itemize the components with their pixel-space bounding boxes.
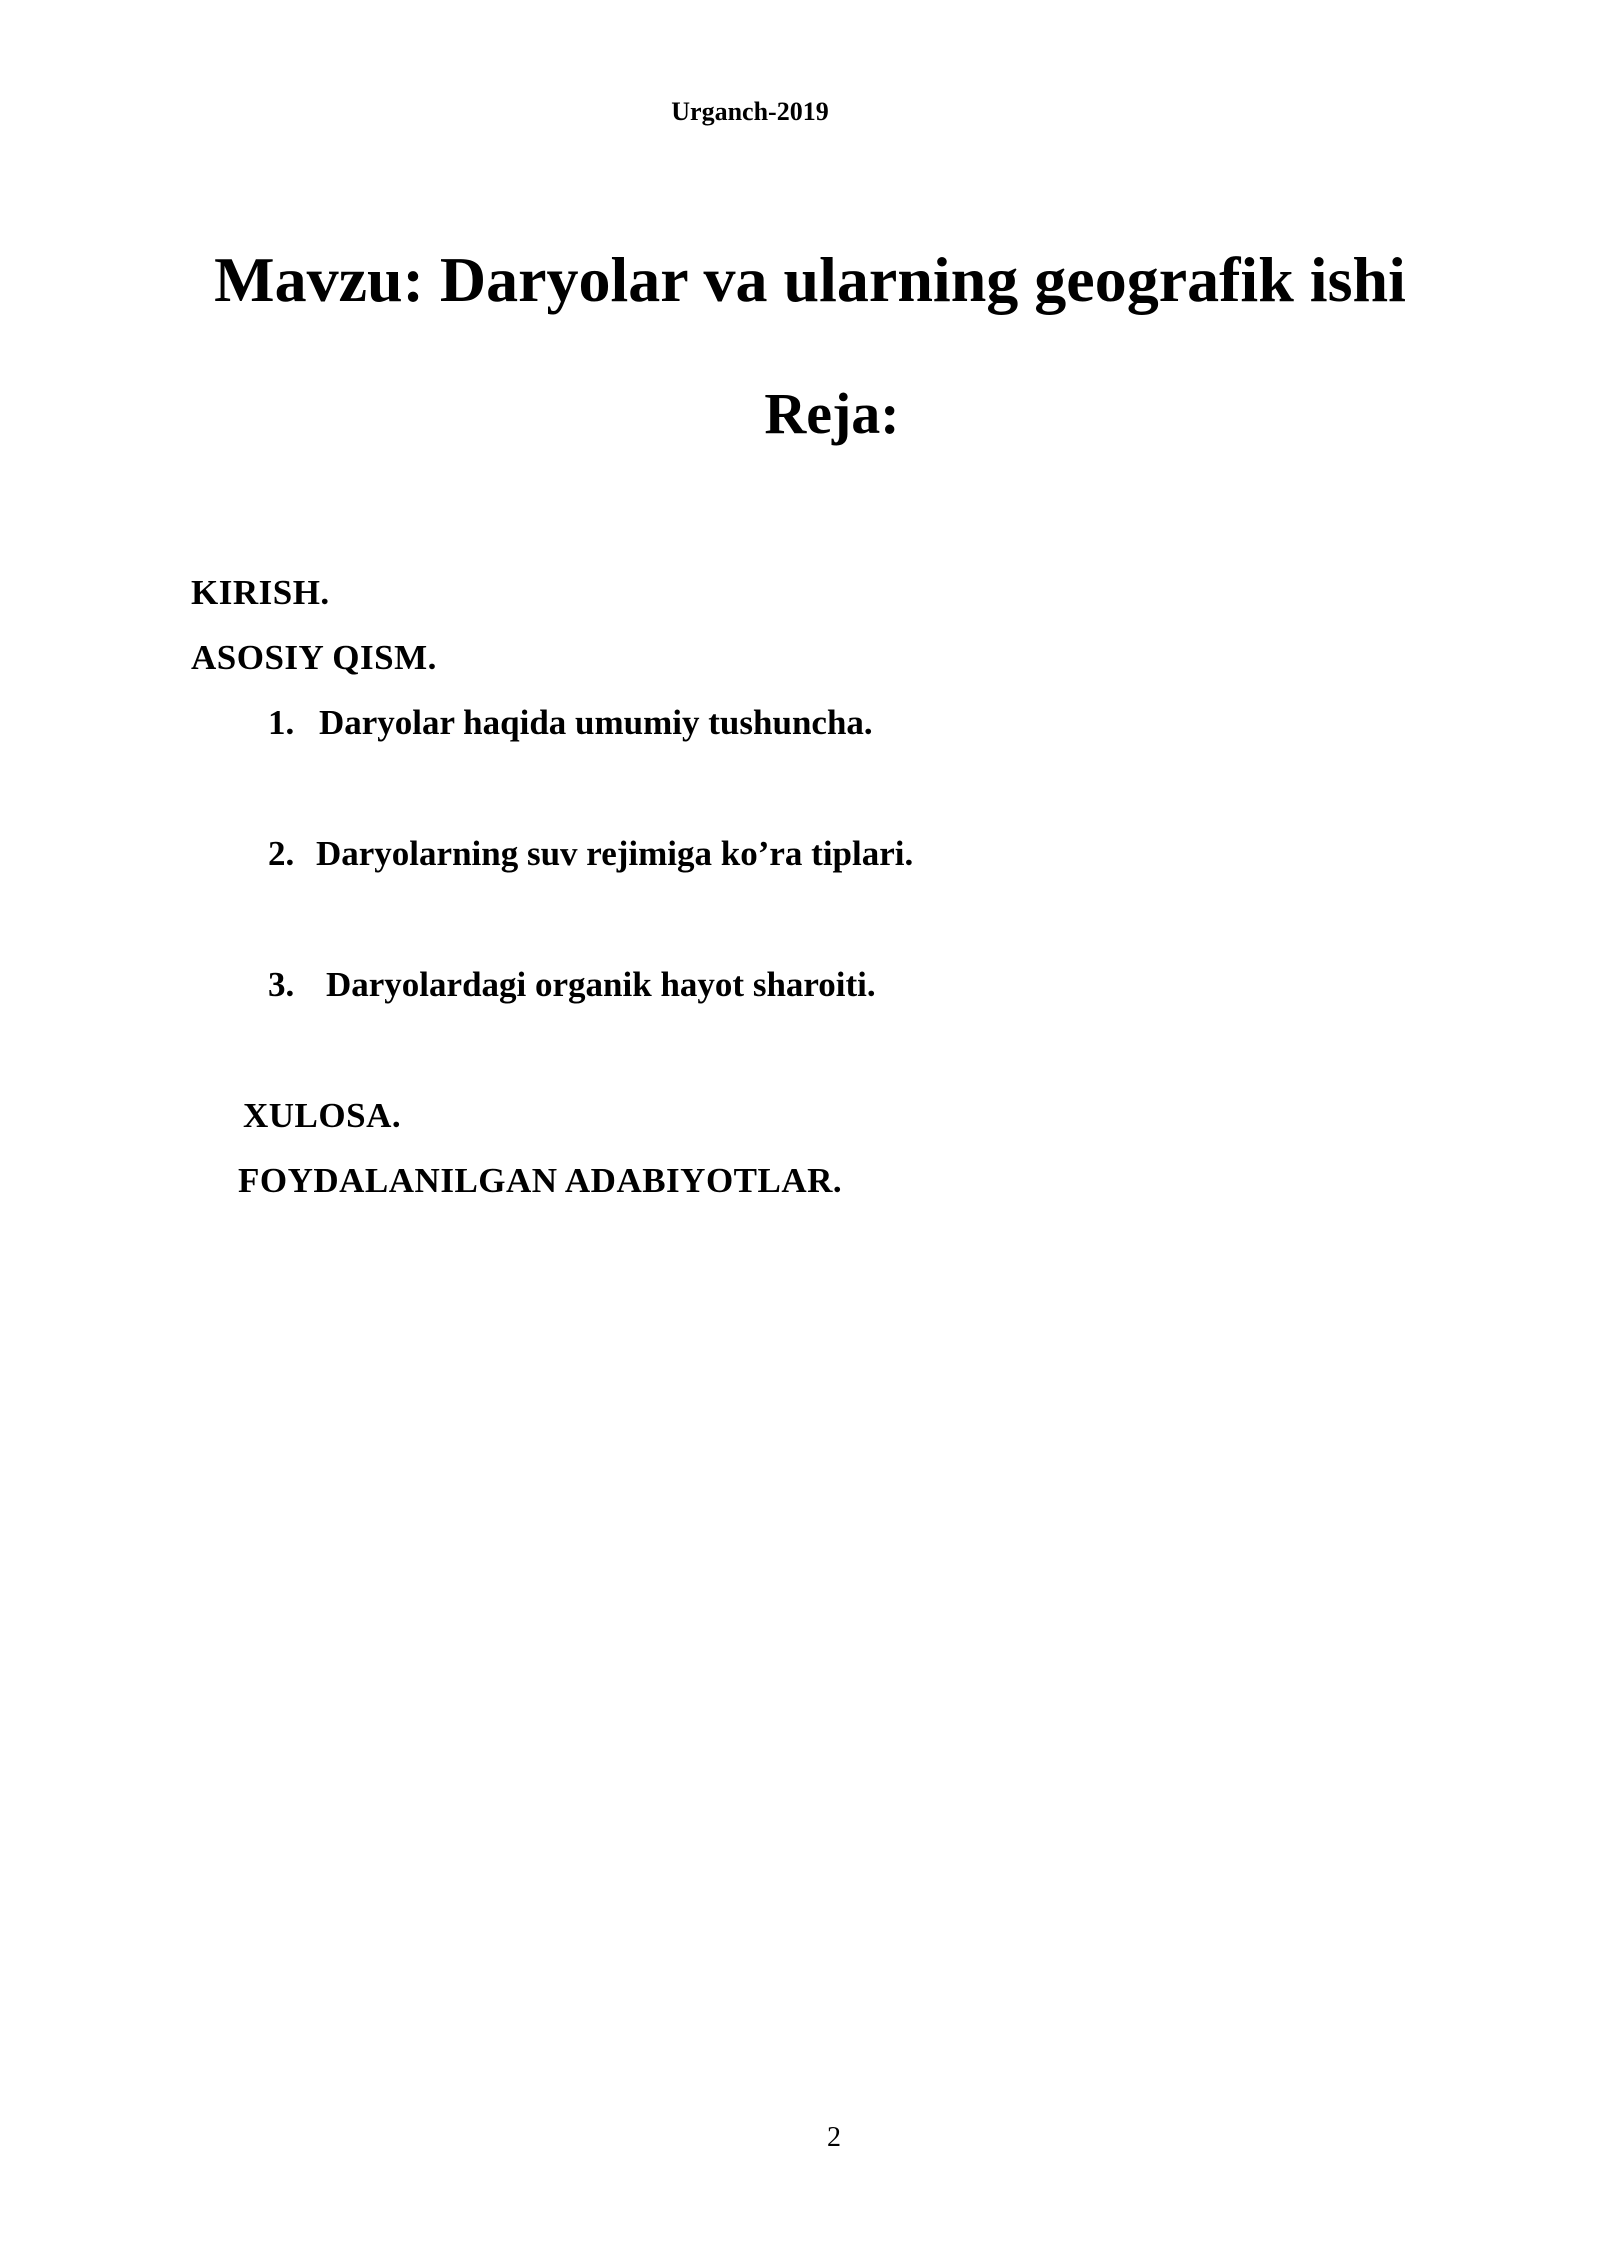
page-number: 2 <box>827 2122 841 2153</box>
plan-item <box>268 965 876 1005</box>
plan-heading: Reja: <box>764 381 900 446</box>
document-title: Mavzu: Daryolar va ularning geografik ishi <box>214 244 1406 315</box>
plan-item-number: 3. <box>268 965 295 1004</box>
section-main-part: ASOSIY QISM. <box>191 638 437 677</box>
plan-item-text: Daryolardagi organik hayot sharoiti. <box>326 965 876 1004</box>
plan-item <box>268 834 913 874</box>
section-intro: KIRISH. <box>191 573 330 612</box>
plan-item-text: Daryolar haqida umumiy tushuncha. <box>319 703 873 742</box>
section-conclusion: XULOSA. <box>243 1096 402 1135</box>
plan-item-text: Daryolarning suv rejimiga ko’ra tiplari. <box>316 834 914 873</box>
plan-item-number: 2. <box>268 834 295 873</box>
plan-item <box>268 703 873 743</box>
city-year-header: Urganch-2019 <box>671 97 829 126</box>
plan-item-number: 1. <box>268 703 295 742</box>
section-references: FOYDALANILGAN ADABIYOTLAR. <box>238 1161 843 1200</box>
